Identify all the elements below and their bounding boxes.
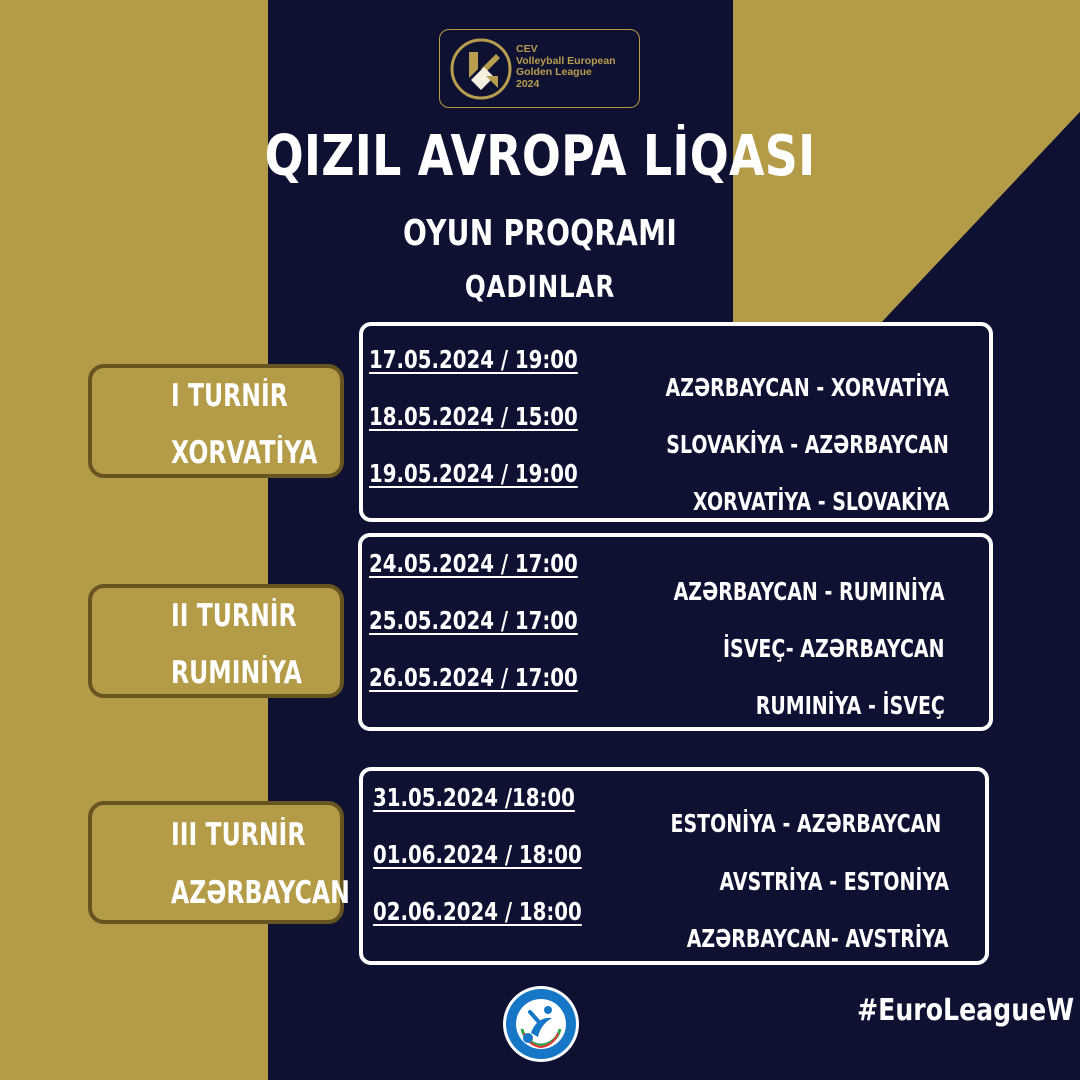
match-date: 01.06.2024 / 18:00 bbox=[373, 840, 582, 869]
cev-logo-icon bbox=[450, 38, 512, 100]
match-date: 24.05.2024 / 17:00 bbox=[369, 549, 578, 578]
tournament-label-box-3 bbox=[88, 801, 350, 924]
tournament-country: RUMINİYA bbox=[171, 655, 303, 691]
cev-logo-badge bbox=[439, 29, 640, 108]
schedule-box-1 bbox=[359, 322, 993, 522]
tournament-number: II TURNİR bbox=[171, 598, 297, 634]
match-date: 19.05.2024 / 19:00 bbox=[369, 459, 578, 488]
logo-line: CEV bbox=[516, 43, 538, 55]
match-teams: XORVATİYA - SLOVAKİYA bbox=[692, 487, 949, 516]
tournament-country: XORVATİYA bbox=[171, 435, 318, 471]
schedule-box-3 bbox=[359, 767, 989, 965]
tournament-label-box-1 bbox=[88, 364, 344, 478]
match-date: 18.05.2024 / 15:00 bbox=[369, 402, 578, 431]
page-title: QIZIL AVROPA LİQASI bbox=[264, 124, 816, 189]
logo-line: 2024 bbox=[516, 77, 540, 90]
match-teams: AVSTRİYA - ESTONİYA bbox=[719, 867, 949, 896]
match-date: 25.05.2024 / 17:00 bbox=[369, 606, 578, 635]
category-title: QADINLAR bbox=[464, 270, 616, 305]
match-date: 31.05.2024 /18:00 bbox=[373, 783, 575, 812]
tournament-country: AZƏRBAYCAN bbox=[171, 875, 350, 911]
match-teams: İSVEÇ- AZƏRBAYCAN bbox=[723, 634, 945, 663]
match-date: 02.06.2024 / 18:00 bbox=[373, 897, 582, 926]
tournament-label-box-2 bbox=[88, 584, 344, 698]
hashtag: #EuroLeagueW bbox=[857, 993, 1075, 1028]
match-teams: AZƏRBAYCAN - XORVATİYA bbox=[665, 373, 949, 402]
match-teams: SLOVAKİYA - AZƏRBAYCAN bbox=[666, 430, 949, 459]
tournament-number: I TURNİR bbox=[171, 378, 288, 414]
logo-line: Volleyball European bbox=[516, 54, 616, 67]
match-teams: AZƏRBAYCAN- AVSTRİYA bbox=[687, 924, 949, 953]
schedule-box-2 bbox=[358, 533, 993, 731]
cev-logo-text bbox=[516, 44, 636, 90]
match-teams: ESTONİYA - AZƏRBAYCAN bbox=[670, 809, 941, 838]
match-date: 26.05.2024 / 17:00 bbox=[369, 663, 578, 692]
tournament-number: III TURNİR bbox=[171, 817, 306, 853]
match-teams: RUMINİYA - İSVEÇ bbox=[755, 691, 945, 720]
page-subtitle: OYUN PROQRAMI bbox=[402, 213, 677, 254]
logo-line: Golden League bbox=[516, 66, 592, 78]
federation-logo-text: AVF bbox=[532, 1050, 550, 1059]
match-date: 17.05.2024 / 19:00 bbox=[369, 345, 578, 374]
match-teams: AZƏRBAYCAN - RUMINİYA bbox=[673, 577, 945, 606]
